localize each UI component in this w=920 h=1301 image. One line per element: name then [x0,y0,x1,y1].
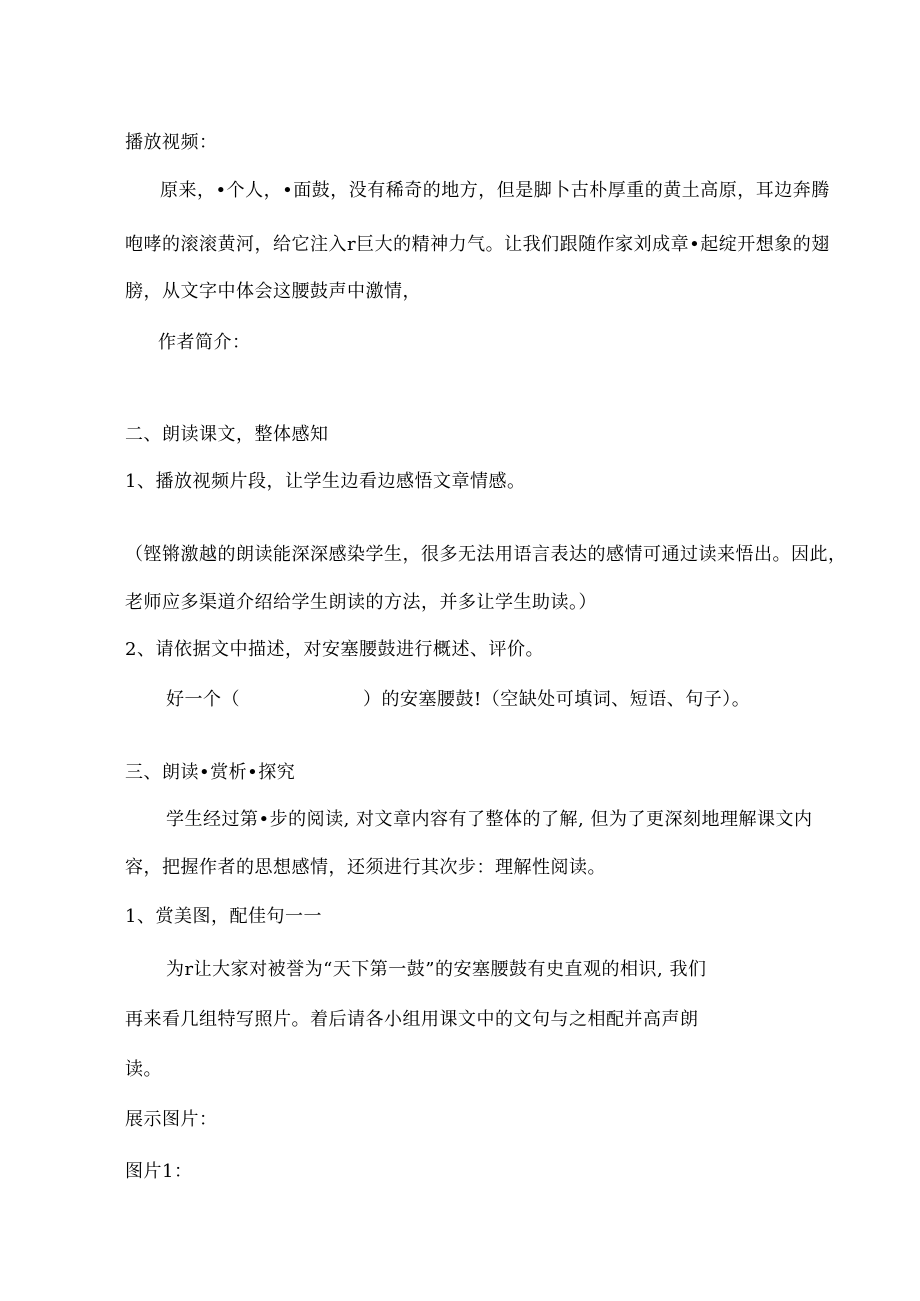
line-play-video: 播放视频： [125,132,218,153]
line-item-1: 1、播放视频片段，让学生边看边感悟文章情感。 [125,471,526,492]
line-note-2: 老师应多渠道介绍给学生朗读的方法，并多让学生助读。） [125,592,597,613]
line-photo-intro-1: 为r让大家对被誉为“天下第一鼓”的安塞腰鼓有史直观的相识, 我们 [166,959,707,980]
heading-section-3: 三、朗读•赏析•探究 [125,762,296,783]
line-photo-intro-2: 再来看几组特写照片。着后请各小组用课文中的文句与之相配并高声朗 [125,1009,699,1030]
line-item-2: 2、请依据文中描述，对安塞腰鼓进行概述、评价。 [125,639,544,660]
line-intro-2: 咆哮的滚滚黄河，给它注入r巨大的精神力气。让我们跟随作家刘成章•起绽开想象的翅 [125,234,830,255]
line-picture-1: 图片1： [125,1161,193,1182]
line-section3-2: 容，把握作者的思想感情，还须进行其次步：理解性阅读。 [125,857,606,878]
line-fill-blank-end: ）的安塞腰鼓!（空缺处可填词、短语、句子）。 [363,689,751,710]
line-intro-3: 膀，从文字中体会这腰鼓声中激情， [125,281,421,302]
line-author-intro: 作者简介： [158,332,251,353]
line-photo-intro-3: 读。 [125,1059,162,1080]
line-fill-blank-start: 好一个（ [166,689,240,710]
line-section3-item-1: 1、赏美图，配佳句一一 [125,906,322,927]
line-note-1: （铿锵激越的朗读能深深感染学生，很多无法用语言表达的感情可通过读来悟出。因此， [125,544,847,565]
line-section3-1: 学生经过第•步的阅读, 对文章内容有了整体的了解, 但为了更深刻地理解课文内 [166,809,813,830]
line-intro-1: 原来，•个人，•面鼓，没有稀奇的地方，但是脚卜古朴厚重的黄土高原，耳边奔腾 [160,180,830,201]
line-show-pictures: 展示图片： [125,1109,218,1130]
heading-section-2: 二、朗读课文，整体感知 [125,424,329,445]
